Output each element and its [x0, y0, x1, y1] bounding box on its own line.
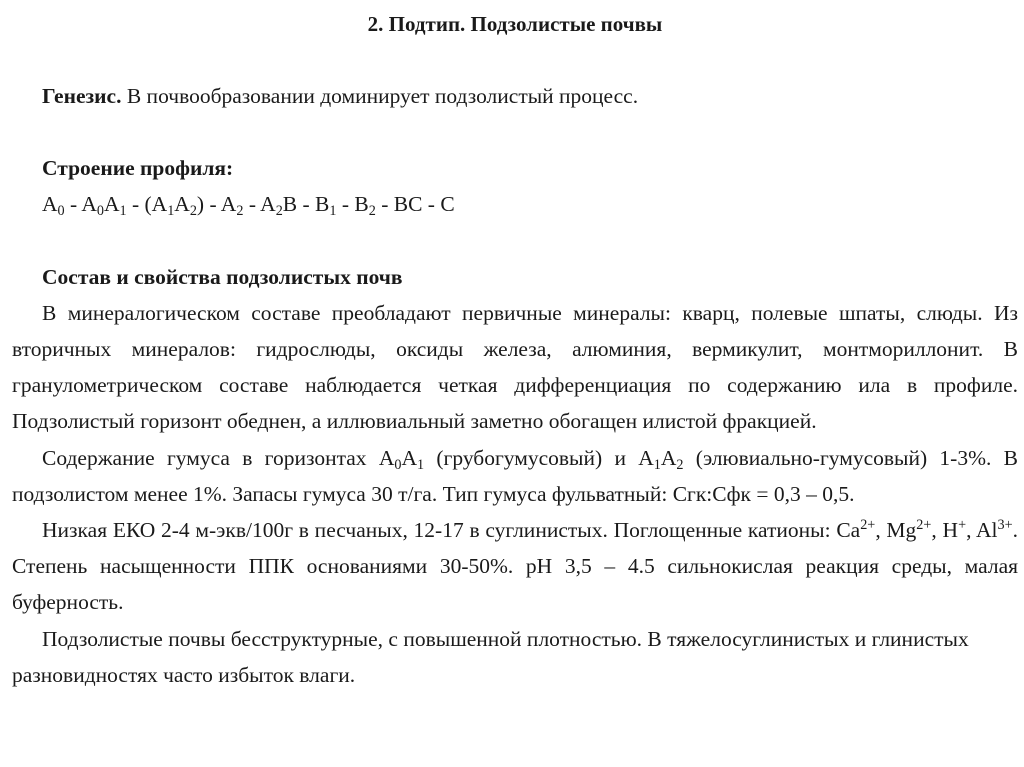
- subscript: 1: [329, 203, 337, 220]
- spacer: [12, 114, 1018, 150]
- subscript: 2: [189, 203, 197, 220]
- subscript: 1: [119, 203, 127, 220]
- subscript: 0: [57, 203, 65, 220]
- structure-paragraph: Подзолистые почвы бесструктурные, с повышенной плотностью. В тяжелосуглинистых и глинистых разновидностях часто избыток влаги.: [12, 626, 969, 687]
- text-segment: , Al: [966, 518, 998, 543]
- text-segment: (элювиально-гумусовый) 1-3%. В подзолистом менее 1%. Запасы гумуса 30 т/га. Тип гумуса фульватный: Сгк:Сфк = 0,3 – 0,5.: [12, 445, 1019, 506]
- profile-formula: [12, 186, 1018, 222]
- genesis-text: В почвообразовании доминирует подзолистый процесс.: [121, 84, 639, 108]
- subscript: 0: [96, 203, 104, 220]
- superscript: 2+: [916, 517, 932, 534]
- subscript: 2: [275, 203, 283, 220]
- subscript: 2: [368, 203, 376, 220]
- text-segment: A: [103, 192, 120, 217]
- genesis-label: Генезис.: [42, 84, 122, 108]
- subscript: 1: [653, 456, 661, 473]
- document-page: [12, 6, 1018, 693]
- subscript: 2: [676, 456, 684, 473]
- text-segment: , H: [931, 518, 959, 543]
- text-segment: - (A: [126, 192, 168, 217]
- text-segment: ) - A: [196, 192, 237, 217]
- superscript: 2+: [860, 517, 876, 534]
- superscript: 3+: [997, 517, 1013, 534]
- subscript: 1: [167, 203, 175, 220]
- text-segment: A: [401, 445, 417, 470]
- text-segment: , Mg: [875, 518, 917, 543]
- page-title: 2. Подтип. Подзолистые почвы: [367, 12, 663, 36]
- text-segment: A: [42, 192, 58, 217]
- mineralogy-paragraph: В минералогическом составе преобладают первичные минералы: кварц, полевые шпаты, слюды. Из вторичных минералов: гидрослюды, оксиды железа, алюминия, вермикулит, монтмориллонит. В гранулометрическом составе наблюдается четкая дифференциация по содержанию ила в профиле. Подзолистый горизонт обеднен, а иллювиальный заметно обогащен илистой фракцией.: [12, 300, 1018, 434]
- text-segment: - A: [243, 192, 276, 217]
- subscript: 0: [394, 456, 402, 473]
- text-segment: A: [660, 445, 677, 470]
- subscript: 1: [416, 456, 425, 473]
- subscript: 2: [236, 203, 244, 220]
- composition-heading: Состав и свойства подзолистых почв: [42, 264, 403, 289]
- humus-paragraph: [12, 440, 1018, 512]
- spacer: [12, 223, 1018, 259]
- text-segment: Низкая ЕКО 2-4 м-экв/100г в песчаных, 12-17 в суглинистых. Поглощенные катионы: Ca: [42, 518, 861, 543]
- text-segment: . Степень насыщенности ППК основаниями 30-50%. pH 3,5 – 4.5 сильнокислая реакция среды, малая буферность.: [12, 518, 1018, 615]
- text-segment: - B: [336, 192, 369, 217]
- cation-exchange-paragraph: [12, 512, 1018, 621]
- text-segment: (грубогумусовый) и A: [424, 445, 654, 470]
- text-segment: A: [174, 192, 190, 217]
- genesis-paragraph: [12, 78, 1018, 114]
- text-segment: Содержание гумуса в горизонтах A: [42, 445, 395, 470]
- profile-heading: Строение профиля:: [42, 156, 234, 181]
- text-segment: B - B: [282, 192, 330, 217]
- text-segment: - BC - C: [375, 192, 455, 217]
- superscript: +: [958, 517, 967, 534]
- text-segment: - A: [64, 192, 97, 217]
